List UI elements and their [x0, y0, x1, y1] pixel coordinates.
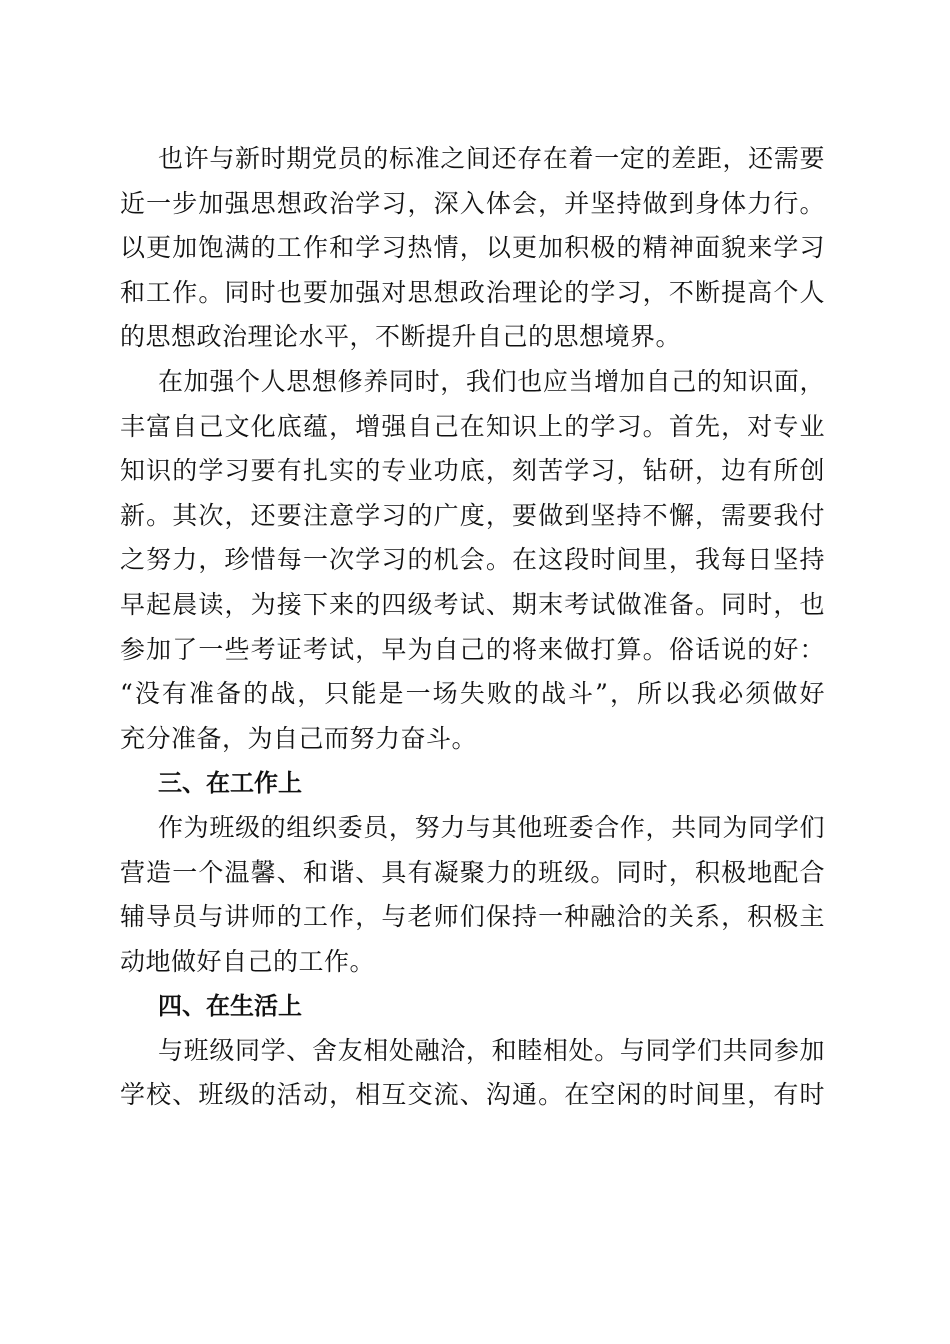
section-heading-work: 三、在工作上	[158, 769, 302, 798]
paragraph-knowledge-study	[120, 360, 825, 761]
text-line: 作为班级的组织委员，努力与其他班委合作，共同为同学们	[158, 812, 825, 842]
text-line: 新。其次，还要注意学习的广度，要做到坚持不懈，需要我付	[120, 500, 825, 530]
document-body	[120, 137, 825, 1118]
paragraph-life	[120, 1029, 825, 1118]
text-line: 近一步加强思想政治学习，深入体会，并坚持做到身体力行。	[120, 188, 825, 218]
text-line: “没有准备的战，只能是一场失败的战斗”，所以我必须做好	[120, 679, 825, 709]
text-line: 之努力，珍惜每一次学习的机会。在这段时间里，我每日坚持	[120, 545, 825, 575]
text-line: 与班级同学、舍友相处融洽，和睦相处。与同学们共同参加	[158, 1035, 825, 1065]
section-heading-life: 四、在生活上	[158, 992, 302, 1021]
text-line: 和工作。同时也要加强对思想政治理论的学习，不断提高个人	[120, 277, 825, 307]
text-line: 辅导员与讲师的工作，与老师们保持一种融洽的关系，积极主	[120, 902, 825, 932]
text-line: 动地做好自己的工作。	[120, 946, 376, 976]
text-line: 在加强个人思想修养同时，我们也应当增加自己的知识面，	[158, 366, 825, 396]
paragraph-political-study	[120, 137, 825, 360]
text-line: 早起晨读，为接下来的四级考试、期末考试做准备。同时，也	[120, 589, 825, 619]
paragraph-work	[120, 806, 825, 984]
text-line: 营造一个温馨、和谐、具有凝聚力的班级。同时，积极地配合	[120, 857, 825, 887]
text-line: 的思想政治理论水平，不断提升自己的思想境界。	[120, 322, 682, 352]
text-line: 以更加饱满的工作和学习热情，以更加积极的精神面貌来学习	[120, 233, 825, 263]
text-line: 参加了一些考证考试，早为自己的将来做打算。俗话说的好：	[120, 634, 825, 664]
text-line: 也许与新时期党员的标准之间还存在着一定的差距，还需要	[158, 144, 825, 173]
text-line: 知识的学习要有扎实的专业功底，刻苦学习，钻研，边有所创	[120, 456, 825, 486]
text-line: 丰富自己文化底蕴，增强自己在知识上的学习。首先，对专业	[120, 411, 825, 441]
text-line: 学校、班级的活动，相互交流、沟通。在空闲的时间里，有时	[120, 1080, 825, 1110]
text-line: 充分准备，为自己而努力奋斗。	[120, 723, 478, 753]
